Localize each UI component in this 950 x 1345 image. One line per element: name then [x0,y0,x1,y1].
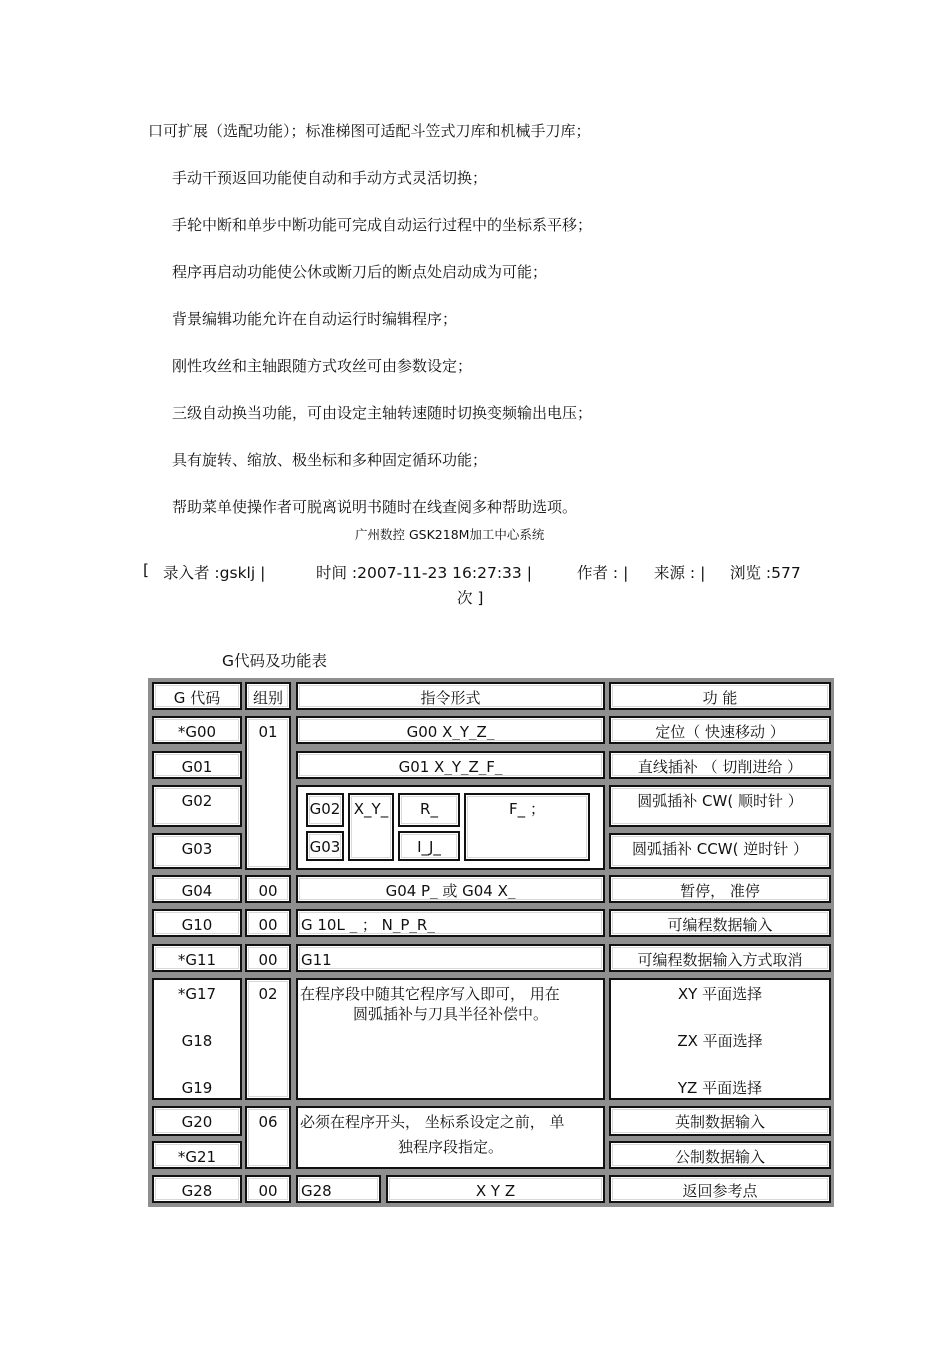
g28-format-code: G28 [296,1175,381,1203]
g28-function: 返回参考点 [609,1175,831,1203]
group-01: 01 [245,716,291,870]
paragraph-8: 具有旋转、缩放、极坐标和多种固定循环功能； [172,451,488,469]
g17-19-format-line1: 在程序段中随其它程序写入即可， 用在 [300,985,560,1003]
g20-21-format [296,1106,605,1169]
g01-code: G01 [152,751,242,779]
meta-recorder: 录入者 :gsklj | [163,564,266,582]
g00-function: 定位（ 快速移动 ） [609,716,831,744]
xy-plane-function: XY 平面选择 [677,985,763,1003]
g21-function: 公制数据输入 [609,1141,831,1169]
g17-19-group: 02 [245,978,291,1100]
g28-code: G28 [152,1175,242,1203]
g10-function: 可编程数据输入 [609,909,831,937]
r-format: R_ [398,793,460,827]
g00-format: G00 X_Y_Z_ [296,716,605,744]
g04-format: G04 P_ 或 G04 X_ [296,875,605,903]
g21-code: *G21 [152,1141,242,1169]
g10-format: G 10L _ ； N_P_R_ [296,909,605,937]
g-code-table [148,678,834,1207]
g20-21-group: 06 [245,1106,291,1169]
paragraph-6: 刚性攻丝和主轴跟随方式攻丝可由参数设定； [172,357,473,375]
caption: 广州数控 GSK218M加工中心系统 [355,527,545,542]
g20-code: G20 [152,1106,242,1136]
g03-code: G03 [152,833,242,869]
meta-open-bracket: [ [143,561,150,579]
g02-function: 圆弧插补 CW( 顺时针 ） [609,785,831,827]
header-group: 组别 [245,682,291,710]
paragraph-1: 口可扩展（选配功能）；标准梯图可适配斗笠式刀库和机械手刀库； [148,122,591,140]
header-function: 功 能 [609,682,831,710]
g04-code: G04 [152,875,242,903]
yz-plane-function: YZ 平面选择 [677,1079,763,1097]
g28-format-axes: X Y Z [386,1175,605,1203]
g17-code: *G17 [177,985,217,1003]
g18-code: G18 [181,1032,213,1050]
g03-function: 圆弧插补 CCW( 逆时针 ） [609,833,831,869]
g01-format: G01 X_Y_Z_F_ [296,751,605,779]
meta-views: 浏览 :577 [730,564,801,582]
f-format: F_ ； [464,793,590,861]
g02-g03-format [296,785,605,870]
g03-format-code: G03 [306,831,344,861]
g11-group: 00 [245,944,291,972]
g17-19-format-line2: 圆弧插补与刀具半径补偿中。 [352,1005,548,1023]
g17-19-format [296,978,605,1100]
g02-format-code: G02 [306,793,344,827]
paragraph-2: 手动干预返回功能使自动和手动方式灵活切换； [172,169,488,187]
g11-format: G11 [296,944,605,972]
g17-19-functions [609,978,831,1100]
paragraph-4: 程序再启动功能使公休或断刀后的断点处启动成为可能； [172,263,548,281]
xy-format: X_Y_ [348,793,394,861]
header-format: 指令形式 [296,682,605,710]
g00-code: *G00 [152,716,242,744]
g20-21-format-line1: 必须在程序开头， 坐标系设定之前， 单 [300,1113,565,1131]
paragraph-9: 帮助菜单使操作者可脱离说明书随时在线查阅多种帮助选项。 [172,498,578,516]
paragraph-5: 背景编辑功能允许在自动运行时编辑程序； [172,310,458,328]
g04-function: 暂停， 准停 [609,875,831,903]
zx-plane-function: ZX 平面选择 [677,1032,763,1050]
meta-time: 时间 :2007-11-23 16:27:33 | [316,564,532,582]
meta-views-unit: 次 ] [457,589,484,607]
meta-author: 作者 : | [577,564,629,582]
g20-21-format-line2: 独程序段指定。 [397,1138,503,1156]
paragraph-7: 三级自动换当功能，可由设定主轴转速随时切换变频输出电压； [172,404,593,422]
g20-function: 英制数据输入 [609,1106,831,1136]
g11-code: *G11 [152,944,242,972]
g02-code: G02 [152,785,242,827]
g19-code: G19 [181,1079,213,1097]
g10-group: 00 [245,909,291,937]
g17-19-codes [152,978,242,1100]
meta-source: 来源 : | [654,564,706,582]
g10-code: G10 [152,909,242,937]
g11-function: 可编程数据输入方式取消 [609,944,831,972]
g04-group: 00 [245,875,291,903]
paragraph-3: 手轮中断和单步中断功能可完成自动运行过程中的坐标系平移； [172,216,593,234]
g01-function: 直线插补 （ 切削进给 ） [609,751,831,779]
table-title: G代码及功能表 [222,652,328,670]
header-code: G 代码 [152,682,242,710]
ij-format: I_J_ [398,831,460,861]
g28-group: 00 [245,1175,291,1203]
